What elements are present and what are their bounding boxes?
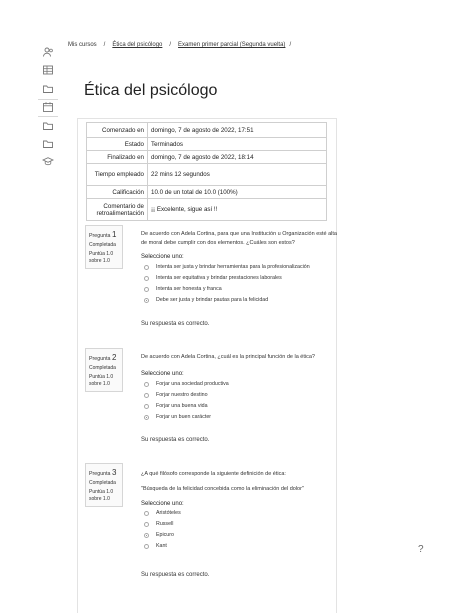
radio-button-selected[interactable] bbox=[144, 298, 149, 303]
answer-option-label: Aristóteles bbox=[156, 510, 181, 517]
radio-button[interactable] bbox=[144, 544, 149, 549]
question-text: De acuerdo con Adela Cortina, para que una Institución u Organización esté alta de moral debe cumplir con dos elementos. ¿Cuáles son estos? bbox=[141, 231, 337, 246]
question-body bbox=[141, 353, 337, 423]
attempt-summary-table bbox=[86, 122, 327, 221]
question-info-box bbox=[85, 225, 123, 269]
answer-feedback: Su respuesta es correcto. bbox=[141, 321, 210, 327]
answer-option-label: Forjar una buena vida bbox=[156, 402, 208, 409]
summary-value: domingo, 7 de agosto de 2022, 18:14 bbox=[148, 151, 327, 164]
answer-feedback: Su respuesta es correcto. bbox=[141, 572, 210, 578]
folder-icon[interactable] bbox=[42, 120, 54, 132]
summary-row bbox=[87, 199, 327, 221]
question-number-value: 3 bbox=[111, 468, 117, 477]
answer-option-label: Debe ser justa y brindar pautas para la felicidad bbox=[156, 297, 269, 304]
answer-options bbox=[141, 379, 337, 423]
question-label: Pregunta bbox=[89, 471, 111, 477]
question-quote: "Búsqueda de la felicidad concebida como la eliminación del dolor" bbox=[141, 485, 304, 492]
answer-option[interactable] bbox=[141, 379, 337, 390]
question-points: Puntúa 1.0 sobre 1.0 bbox=[89, 488, 114, 503]
grades-icon[interactable] bbox=[42, 64, 54, 76]
question-label: Pregunta bbox=[89, 233, 111, 239]
answer-option-label: Intenta ser equitativa y brindar prestaciones laborales bbox=[156, 275, 282, 282]
answer-option-label: Intenta ser honesta y franca bbox=[156, 286, 222, 293]
answer-option[interactable] bbox=[141, 508, 337, 519]
answer-option[interactable] bbox=[141, 530, 337, 541]
breadcrumb-exam-link[interactable]: Examen primer parcial (Segunda vuelta) bbox=[178, 42, 286, 48]
radio-button[interactable] bbox=[144, 276, 149, 281]
question-number bbox=[89, 353, 117, 362]
question-info-box bbox=[85, 463, 123, 507]
question-points: Puntúa 1.0 sobre 1.0 bbox=[89, 373, 114, 388]
answer-option-label: Epicuro bbox=[156, 532, 174, 539]
summary-value: Terminados bbox=[148, 138, 327, 151]
question-info-box bbox=[85, 348, 123, 392]
question-number bbox=[89, 468, 117, 477]
answer-option[interactable] bbox=[141, 262, 337, 273]
answer-option[interactable] bbox=[141, 401, 337, 412]
breadcrumb-separator: / bbox=[169, 42, 172, 48]
answer-option-label: Forjar una sociedad productiva bbox=[156, 380, 229, 387]
summary-row bbox=[87, 186, 327, 199]
answer-options bbox=[141, 262, 337, 306]
breadcrumb-home-link[interactable]: Mis cursos bbox=[68, 42, 97, 48]
answer-option[interactable] bbox=[141, 541, 337, 552]
select-one-label: Seleccione uno: bbox=[141, 254, 184, 261]
summary-label: Calificación bbox=[87, 186, 148, 199]
breadcrumb-course-link[interactable]: Ética del psicólogo bbox=[112, 42, 163, 48]
summary-value: 22 mins 12 segundos bbox=[148, 164, 327, 186]
summary-label: Tiempo empleado bbox=[87, 164, 148, 186]
users-icon[interactable] bbox=[42, 46, 54, 58]
answer-option-label: Russell bbox=[156, 521, 174, 528]
summary-row bbox=[87, 123, 327, 138]
summary-value: ¡¡ Excelente, sigue así !! bbox=[148, 199, 327, 221]
radio-button[interactable] bbox=[144, 265, 149, 270]
question-number-value: 1 bbox=[111, 230, 117, 239]
radio-button-selected[interactable] bbox=[144, 533, 149, 538]
summary-value: 10.0 de un total de 10.0 (100%) bbox=[148, 186, 327, 199]
breadcrumb bbox=[68, 42, 298, 48]
question-state: Completada bbox=[89, 241, 116, 248]
help-icon[interactable]: ? bbox=[418, 544, 424, 555]
question-text: ¿A qué filósofo corresponde la siguiente definición de ética: bbox=[141, 471, 286, 477]
summary-row bbox=[87, 164, 327, 186]
question-number-value: 2 bbox=[111, 353, 117, 362]
radio-button[interactable] bbox=[144, 404, 149, 409]
answer-option-label: Intenta ser justa y brindar herramientas para la profesionalización bbox=[156, 264, 310, 271]
radio-button[interactable] bbox=[144, 511, 149, 516]
answer-option[interactable] bbox=[141, 390, 337, 401]
question-label: Pregunta bbox=[89, 356, 111, 362]
answer-option-label: Forjar un buen carácter bbox=[156, 413, 212, 420]
answer-option-label: Forjar nuestro destino bbox=[156, 391, 208, 398]
radio-button[interactable] bbox=[144, 382, 149, 387]
summary-value: domingo, 7 de agosto de 2022, 17:51 bbox=[148, 123, 327, 138]
summary-label: Estado bbox=[87, 138, 148, 151]
radio-button[interactable] bbox=[144, 287, 149, 292]
sidebar bbox=[0, 0, 36, 613]
page-title: Ética del psicólogo bbox=[84, 82, 218, 99]
answer-option[interactable] bbox=[141, 519, 337, 530]
select-one-label: Seleccione uno: bbox=[141, 501, 184, 508]
graduation-cap-icon[interactable] bbox=[42, 155, 54, 167]
folder-icon[interactable] bbox=[42, 83, 54, 95]
calendar-icon[interactable] bbox=[42, 101, 54, 113]
question-number bbox=[89, 230, 117, 239]
summary-label: Comentario de retroalimentación bbox=[87, 199, 148, 221]
question-state: Completada bbox=[89, 364, 116, 371]
summary-label: Finalizado en bbox=[87, 151, 148, 164]
answer-option[interactable] bbox=[141, 273, 337, 284]
question-text: De acuerdo con Adela Cortina, ¿cuál es la principal función de la ética? bbox=[141, 354, 315, 360]
breadcrumb-separator: / bbox=[103, 42, 106, 48]
radio-button[interactable] bbox=[144, 393, 149, 398]
answer-options bbox=[141, 508, 337, 552]
answer-option[interactable] bbox=[141, 295, 337, 306]
question-body bbox=[141, 470, 337, 552]
question-state: Completada bbox=[89, 479, 116, 486]
answer-option[interactable] bbox=[141, 412, 337, 423]
question-points: Puntúa 1.0 sobre 1.0 bbox=[89, 250, 114, 265]
sidebar-divider bbox=[38, 99, 58, 100]
radio-button[interactable] bbox=[144, 522, 149, 527]
radio-button-selected[interactable] bbox=[144, 415, 149, 420]
breadcrumb-separator: / bbox=[289, 42, 292, 48]
sidebar-divider bbox=[38, 116, 58, 117]
question-body bbox=[141, 230, 337, 306]
answer-option[interactable] bbox=[141, 284, 337, 295]
folder-icon[interactable] bbox=[42, 138, 54, 150]
summary-row bbox=[87, 138, 327, 151]
answer-feedback: Su respuesta es correcto. bbox=[141, 437, 210, 443]
summary-row bbox=[87, 151, 327, 164]
select-one-label: Seleccione uno: bbox=[141, 370, 184, 377]
summary-label: Comenzado en bbox=[87, 123, 148, 138]
answer-option-label: Kant bbox=[156, 543, 167, 550]
